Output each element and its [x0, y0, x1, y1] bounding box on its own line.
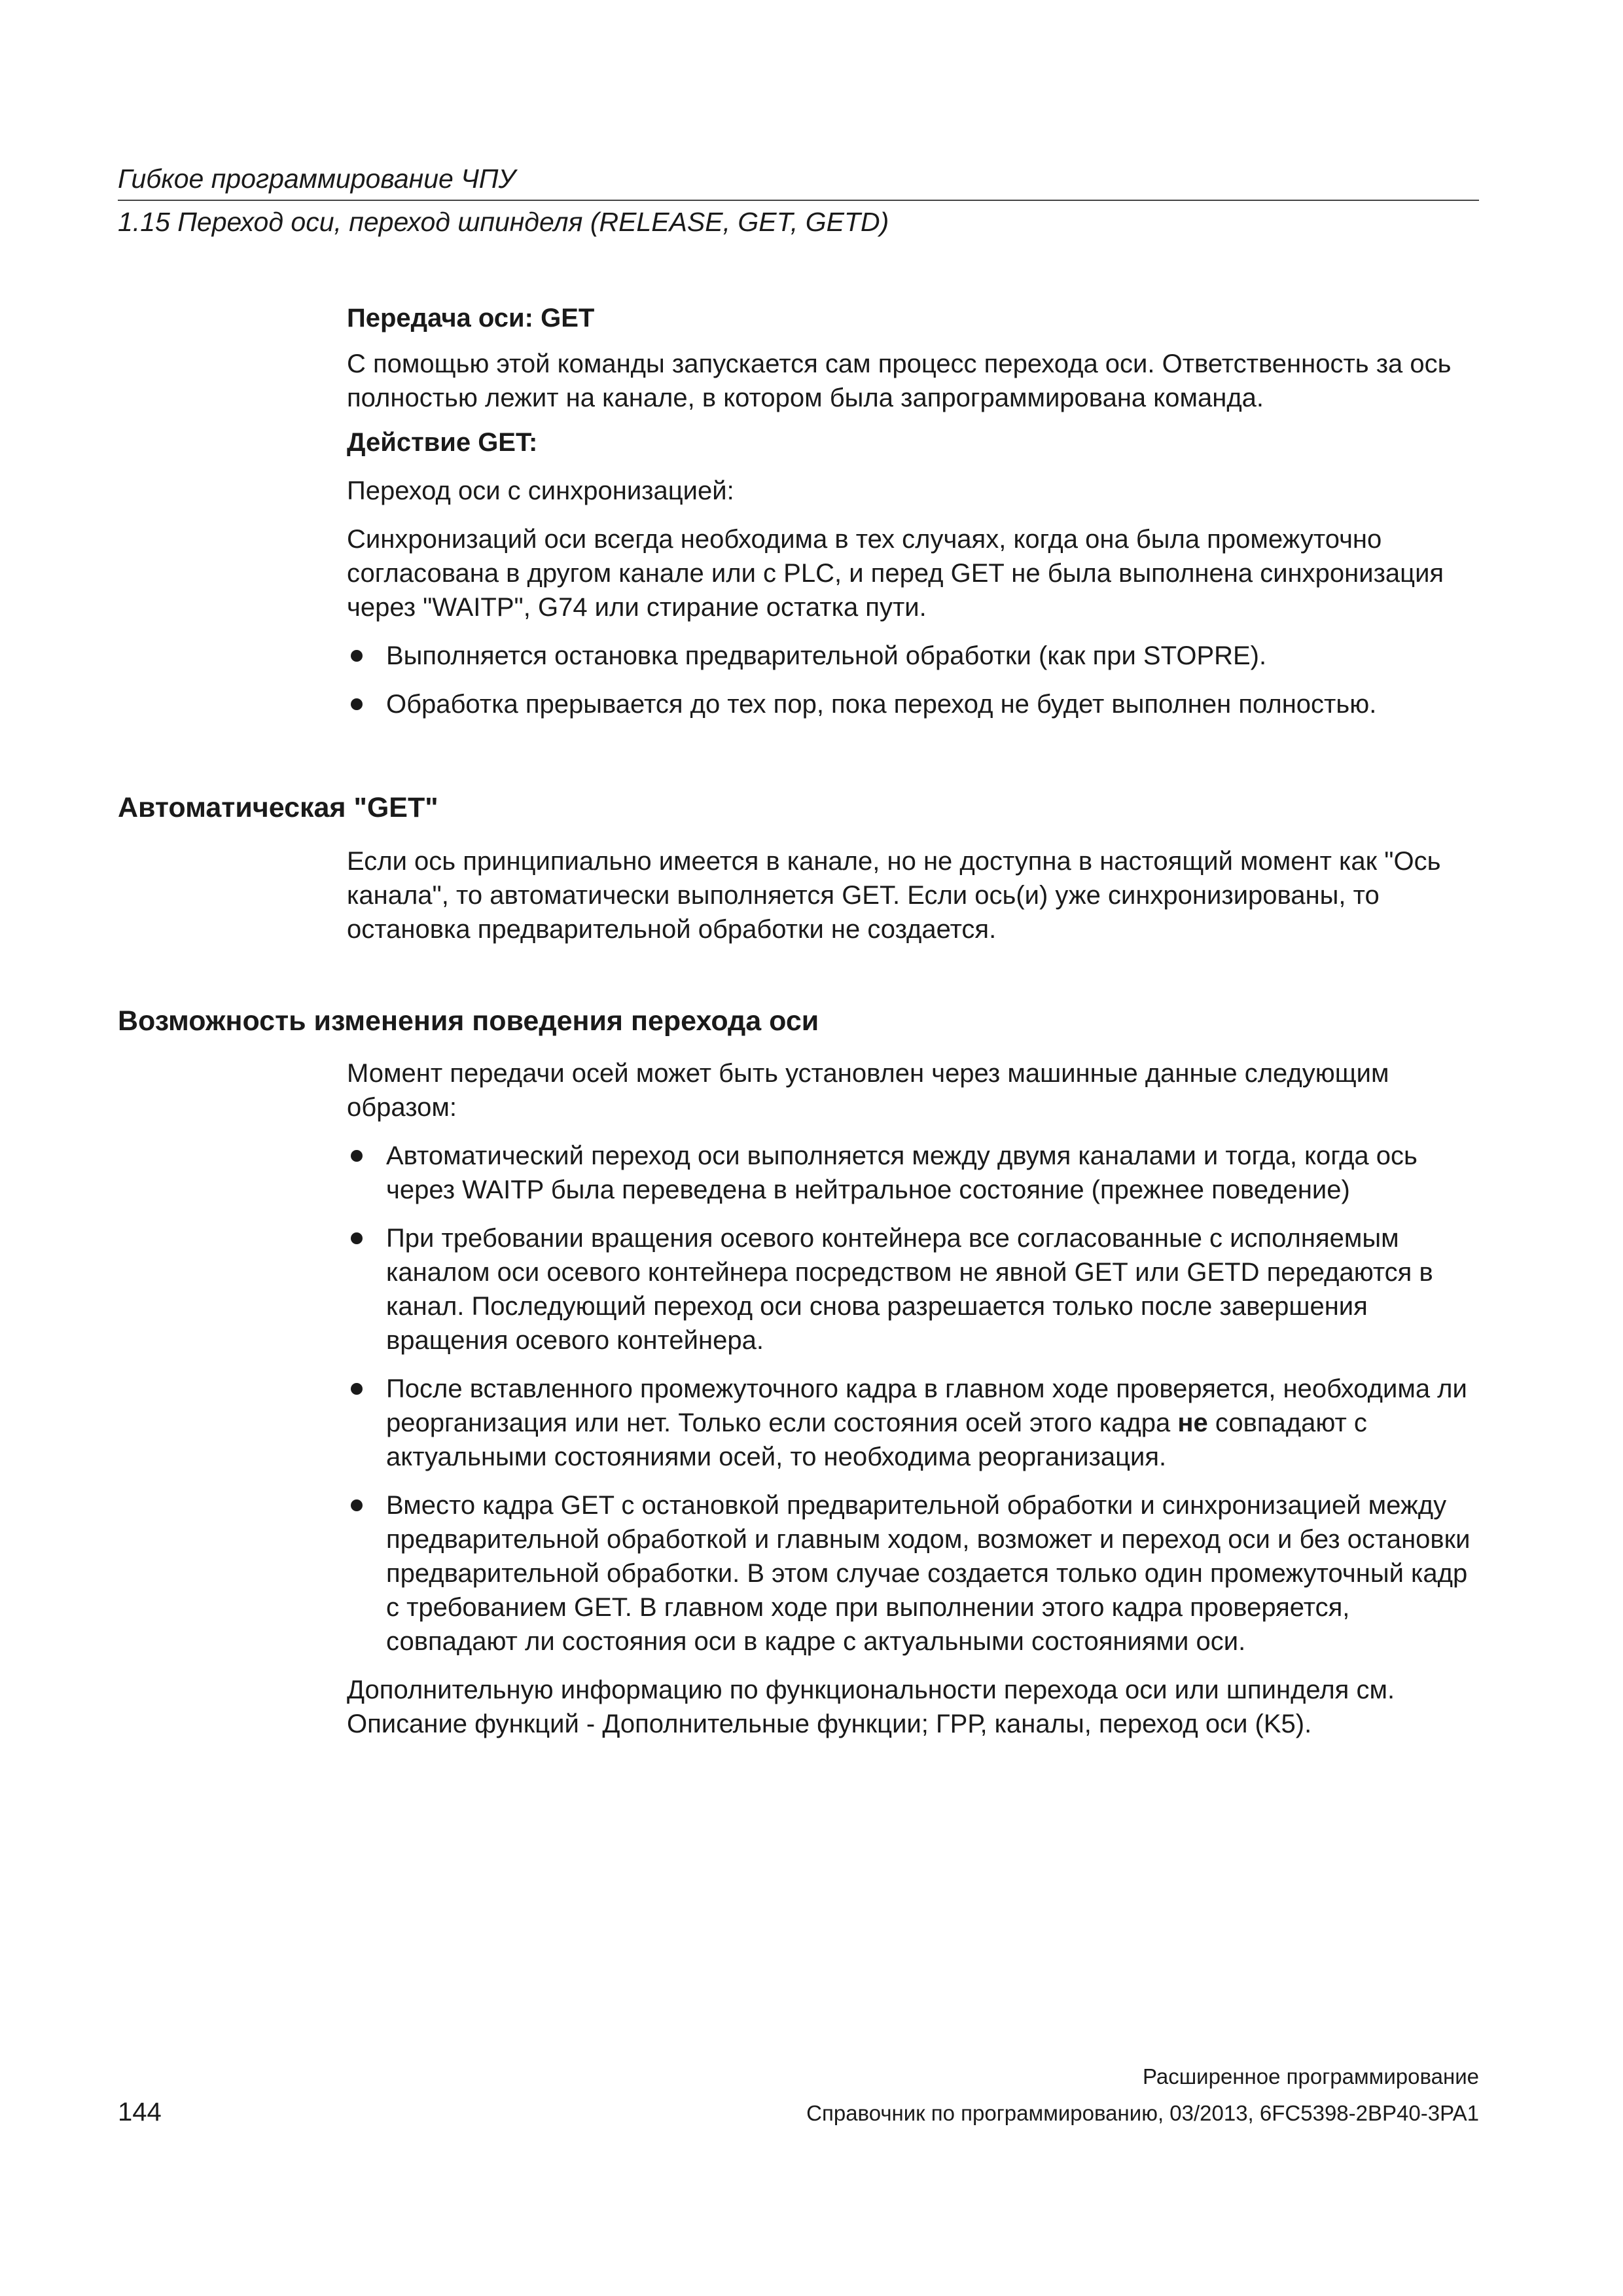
bullet-icon: [351, 1150, 363, 1162]
running-header-section: 1.15 Переход оси, переход шпинделя (RELEASE, GET, GETD): [118, 207, 889, 237]
running-header-title: Гибкое программирование ЧПУ: [118, 164, 516, 194]
auto-get-text: Если ось принципиально имеется в канале, но не доступна в настоящий момент как "Ось канала", то автоматически выполняется GET. Если ось(и) уже синхронизированы, то остановка предварительной обработки не создается.: [347, 847, 1441, 944]
get-action-bullets: [347, 639, 1479, 721]
sync-text: Синхронизаций оси всегда необходима в тех случаях, когда она была промежуточно согласована в другом канале или с PLC, и перед GET не была выполнена синхронизация через "WAITP", G74 или стирание остатка пути.: [347, 525, 1444, 622]
behavior-block: [347, 1056, 1479, 1741]
list-item: При требовании вращения осевого контейнера все согласованные с исполняемым каналом оси осевого контейнера посредством не явной GET или GETD передаются в канал. Последующий переход оси снова разрешается только после завершения вращения осевого контейнера.: [347, 1221, 1479, 1357]
footer-doc-title: Расширенное программирование: [1142, 2064, 1479, 2089]
list-item: После вставленного промежуточного кадра в главном ходе проверяется, необходима ли реорганизация или нет. Только если состояния осей этого кадра не совпадают с актуальными состояниями осей, то необходима реорганизация.: [347, 1372, 1479, 1474]
list-item: Обработка прерывается до тех пор, пока переход не будет выполнен полностью.: [347, 687, 1479, 721]
get-transfer-block: [347, 301, 1479, 721]
behavior-heading: Возможность изменения поведения перехода оси: [118, 1005, 819, 1037]
get-action-heading: Действие GET:: [347, 428, 538, 457]
more-info-text: Дополнительную информацию по функциональности перехода оси или шпинделя см. Описание функций - Дополнительные функции; ГРР, каналы, переход оси (K5).: [347, 1676, 1395, 1738]
list-item: Вместо кадра GET с остановкой предварительной обработки и синхронизацией между предварительной обработкой и главным ходом, возможет и переход оси и без остановки предварительной обработки. В этом случае создается только один промежуточный кадр с требованием GET. В главном ходе при выполнении этого кадра проверяется, совпадают ли состояния оси в кадре с актуальными состояниями оси.: [347, 1488, 1479, 1659]
header-divider: [118, 200, 1479, 201]
get-transfer-intro: С помощью этой команды запускается сам процесс перехода оси. Ответственность за ось полностью лежит на канале, в котором была запрограммирована команда.: [347, 350, 1452, 412]
bullet-icon: [351, 698, 363, 710]
footer-doc-ref: Справочник по программированию, 03/2013, 6FC5398-2BP40-3PA1: [806, 2101, 1479, 2125]
list-item: Автоматический переход оси выполняется между двумя каналами и тогда, когда ось через WAITP была переведена в нейтральное состояние (прежнее поведение): [347, 1139, 1479, 1207]
behavior-bullets: [347, 1139, 1479, 1659]
get-transfer-heading: Передача оси: GET: [347, 304, 595, 332]
bullet-icon: [351, 1383, 363, 1395]
page-number: 144: [118, 2098, 162, 2126]
sync-label: Переход оси с синхронизацией:: [347, 476, 734, 505]
emphasis-not: не: [1177, 1408, 1208, 1437]
bullet-icon: [351, 1232, 363, 1244]
auto-get-heading: Автоматическая "GET": [118, 792, 438, 823]
bullet-icon: [351, 650, 363, 662]
list-item: Выполняется остановка предварительной обработки (как при STOPRE).: [347, 639, 1479, 673]
behavior-intro: Момент передачи осей может быть установлен через машинные данные следующим образом:: [347, 1059, 1389, 1122]
bullet-icon: [351, 1499, 363, 1511]
